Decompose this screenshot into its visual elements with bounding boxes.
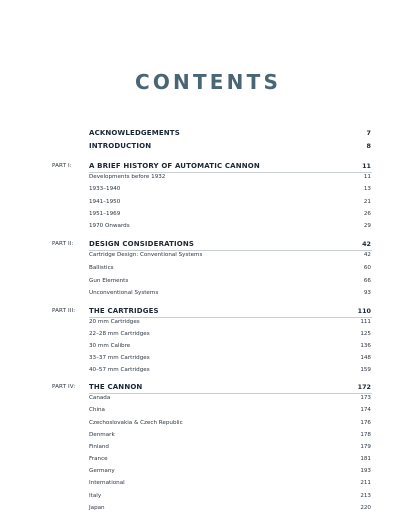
toc-entry-row (0, 316, 416, 328)
entry-title: Developments before 1932 (89, 174, 166, 180)
part-label: PART IV: (52, 384, 76, 390)
page-number: 148 (360, 355, 371, 361)
page-number: 174 (360, 407, 371, 413)
section-title: DESIGN CONSIDERATIONS (89, 240, 195, 248)
toc-entry-row (0, 220, 416, 232)
entry-title: France (89, 456, 108, 462)
page-number: 13 (363, 186, 371, 192)
page-number: 66 (363, 278, 371, 284)
section-title: THE CARTRIDGES (89, 307, 159, 315)
toc-entry-row (0, 196, 416, 208)
part-label: PART II: (52, 241, 74, 247)
toc-entry-row (0, 287, 416, 299)
page-number: 125 (360, 331, 371, 337)
entry-title: Gun Elements (89, 278, 129, 284)
page-number: 29 (363, 223, 371, 229)
entry-title: China (89, 407, 105, 413)
toc-entry-row (0, 171, 416, 183)
entry-title: 30 mm Calibre (89, 343, 131, 349)
page-number: 21 (363, 199, 371, 205)
toc-entry-row (0, 340, 416, 352)
page-number: 211 (360, 480, 371, 486)
page-number: 213 (360, 493, 371, 499)
entry-title: 1933–1940 (89, 186, 121, 192)
entry-title: Unconventional Systems (89, 290, 159, 296)
section-title: INTRODUCTION (89, 142, 152, 150)
entry-title: Ballistics (89, 265, 114, 271)
entry-title: Czechoslovakia & Czech Republic (89, 420, 183, 426)
toc-entry-row (0, 392, 416, 404)
toc-section-row (0, 140, 416, 152)
page-number: 181 (360, 456, 371, 462)
toc-section-row (0, 127, 416, 139)
page-number: 193 (360, 468, 371, 474)
page-number: 110 (357, 307, 371, 315)
toc-entry-row (0, 249, 416, 261)
page-number: 60 (363, 265, 371, 271)
entry-title: 1951–1969 (89, 211, 121, 217)
entry-title: Japan (89, 505, 105, 511)
page-number: 11 (363, 174, 371, 180)
entry-title: Finland (89, 444, 109, 450)
page-number: 159 (360, 367, 371, 373)
toc-entry-row (0, 465, 416, 477)
entry-title: Denmark (89, 432, 115, 438)
entry-title: Germany (89, 468, 115, 474)
toc-entry-row (0, 453, 416, 465)
page-number: 42 (363, 252, 371, 258)
part-label: PART III: (52, 308, 76, 314)
toc-entry-row (0, 208, 416, 220)
toc-entry-row (0, 183, 416, 195)
toc-entry-row (0, 441, 416, 453)
entry-title: 40–57 mm Cartridges (89, 367, 150, 373)
part-label: PART I: (52, 163, 72, 169)
toc-entry-row (0, 352, 416, 364)
entry-title: Canada (89, 395, 111, 401)
page-number: 178 (360, 432, 371, 438)
page-number: 136 (360, 343, 371, 349)
entry-title: 20 mm Cartridges (89, 319, 140, 325)
toc-entry-row (0, 275, 416, 287)
entry-title: International (89, 480, 125, 486)
page-number: 172 (357, 383, 371, 391)
toc-entry-row (0, 262, 416, 274)
toc-entry-row (0, 328, 416, 340)
entry-title: 33–37 mm Cartridges (89, 355, 150, 361)
section-title: ACKNOWLEDGEMENTS (89, 129, 180, 137)
toc-entry-row (0, 404, 416, 416)
page-number: 11 (362, 162, 371, 170)
entry-title: 1970 Onwards (89, 223, 130, 229)
page-number: 173 (360, 395, 371, 401)
section-title: A BRIEF HISTORY OF AUTOMATIC CANNON (89, 162, 260, 170)
toc-entry-row (0, 429, 416, 441)
section-title: THE CANNON (89, 383, 143, 391)
page-number: 26 (363, 211, 371, 217)
entry-title: Italy (89, 493, 102, 499)
page-number: 93 (363, 290, 371, 296)
toc-entry-row (0, 364, 416, 376)
entry-title: 1941–1950 (89, 199, 121, 205)
toc-entry-row (0, 477, 416, 489)
page-number: 42 (362, 240, 371, 248)
page-number: 8 (366, 142, 371, 150)
toc-entry-row (0, 490, 416, 502)
page-number: 179 (360, 444, 371, 450)
page-number: 176 (360, 420, 371, 426)
page-number: 7 (366, 129, 371, 137)
toc-entry-row (0, 417, 416, 429)
page-title: CONTENTS (134, 70, 282, 94)
toc-entry-row (0, 502, 416, 514)
page-number: 220 (360, 505, 371, 511)
page-number: 111 (360, 319, 371, 325)
entry-title: 22–28 mm Cartridges (89, 331, 150, 337)
entry-title: Cartridge Design: Conventional Systems (89, 252, 203, 258)
